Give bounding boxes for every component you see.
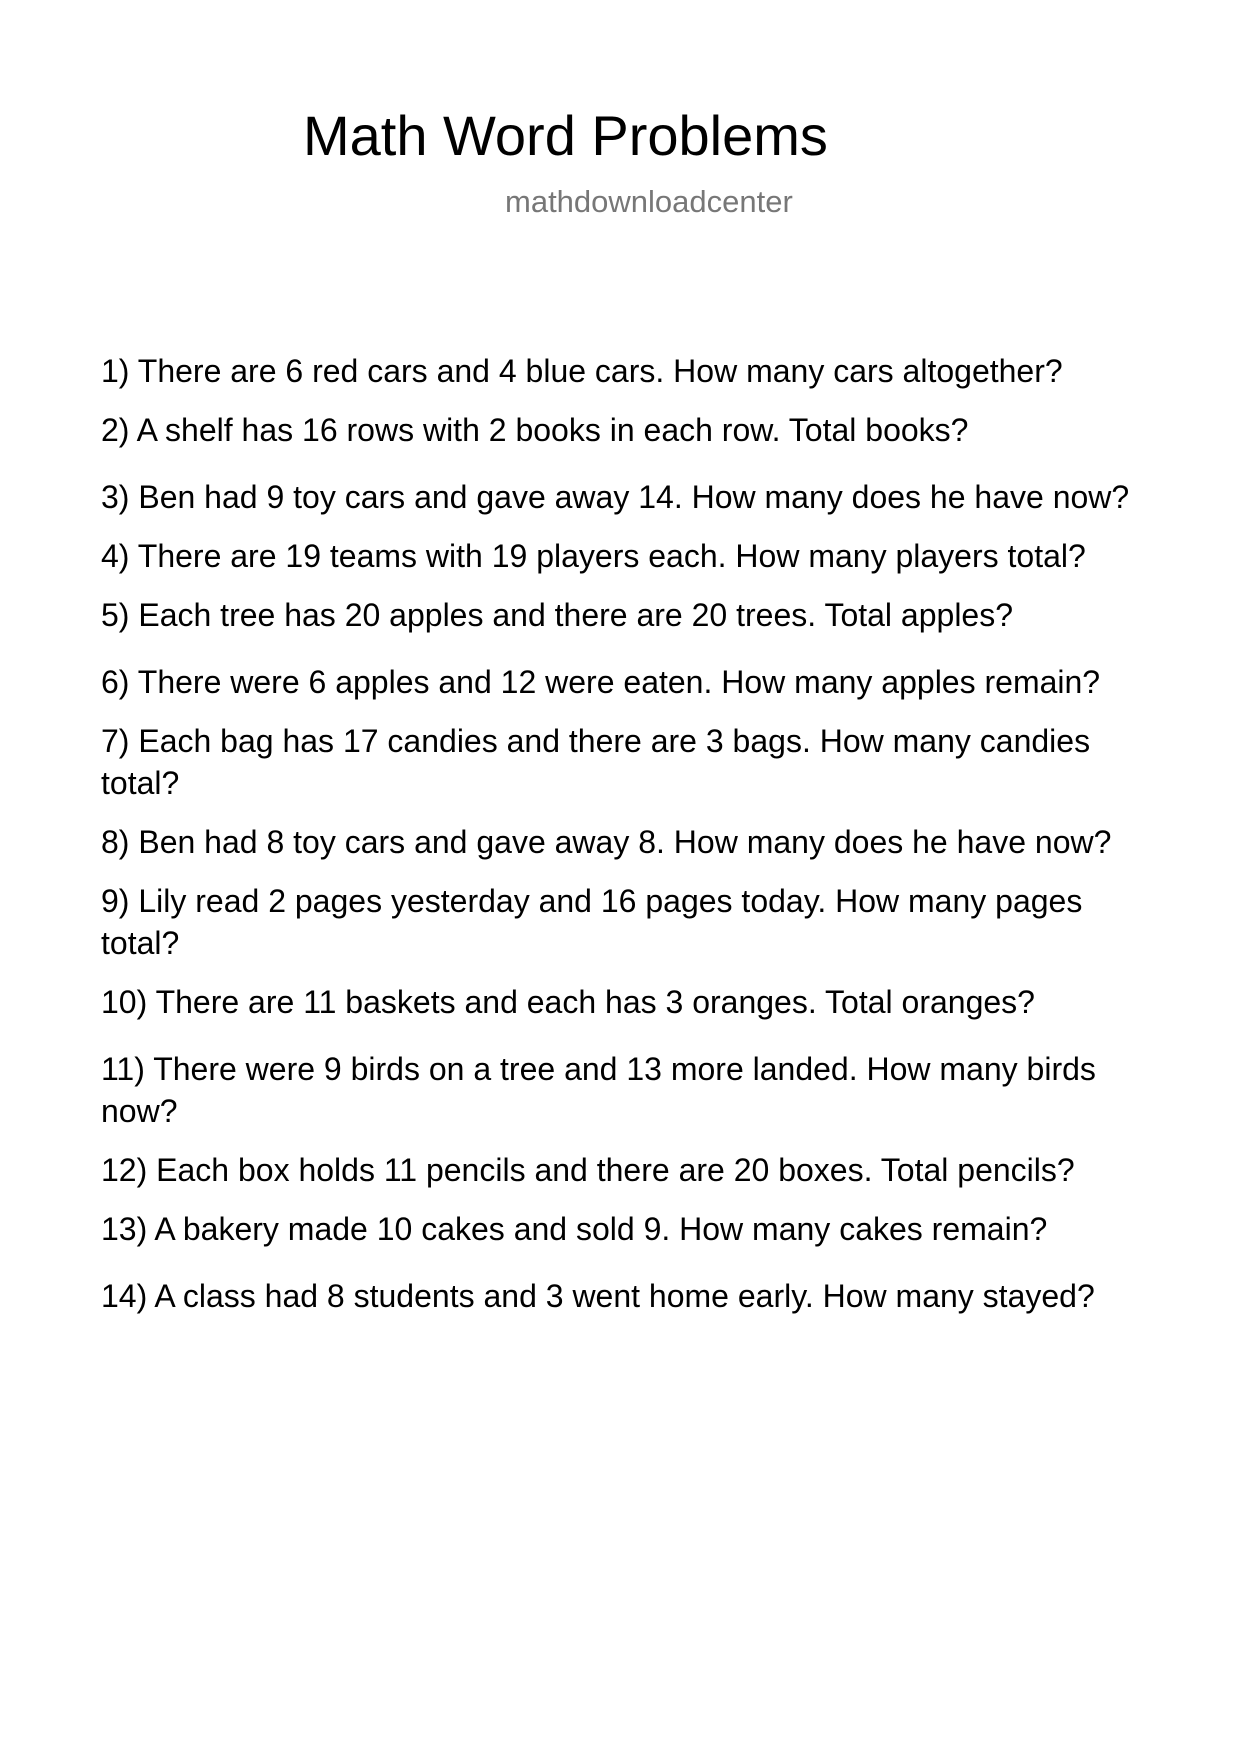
problem-item: 10) There are 11 baskets and each has 3 oranges. Total oranges? (101, 984, 1035, 1020)
problem-item: 2) A shelf has 16 rows with 2 books in each row. Total books? (101, 412, 969, 448)
problem-item: 9) Lily read 2 pages yesterday and 16 pages today. How many pages total? (101, 883, 1083, 961)
problem-item: 8) Ben had 8 toy cars and gave away 8. How many does he have now? (101, 824, 1112, 860)
problem-item: 14) A class had 8 students and 3 went home early. How many stayed? (101, 1278, 1095, 1314)
problem-item: 3) Ben had 9 toy cars and gave away 14. How many does he have now? (101, 479, 1130, 515)
problem-list (101, 350, 1161, 1334)
problem-item: 13) A bakery made 10 cakes and sold 9. How many cakes remain? (101, 1211, 1048, 1247)
problem-item: 11) There were 9 birds on a tree and 13 more landed. How many birds now? (101, 1051, 1096, 1129)
problem-item: 7) Each bag has 17 candies and there are 3 bags. How many candies total? (101, 723, 1091, 801)
source-label: mathdownloadcenter (505, 184, 793, 219)
problem-item: 6) There were 6 apples and 12 were eaten. How many apples remain? (101, 664, 1101, 700)
problem-item: 5) Each tree has 20 apples and there are 20 trees. Total apples? (101, 597, 1014, 633)
problem-item: 4) There are 19 teams with 19 players each. How many players total? (101, 538, 1086, 574)
problem-item: 12) Each box holds 11 pencils and there are 20 boxes. Total pencils? (101, 1152, 1075, 1188)
problem-item: 1) There are 6 red cars and 4 blue cars. How many cars altogether? (101, 353, 1063, 389)
page-title: Math Word Problems (303, 104, 828, 167)
